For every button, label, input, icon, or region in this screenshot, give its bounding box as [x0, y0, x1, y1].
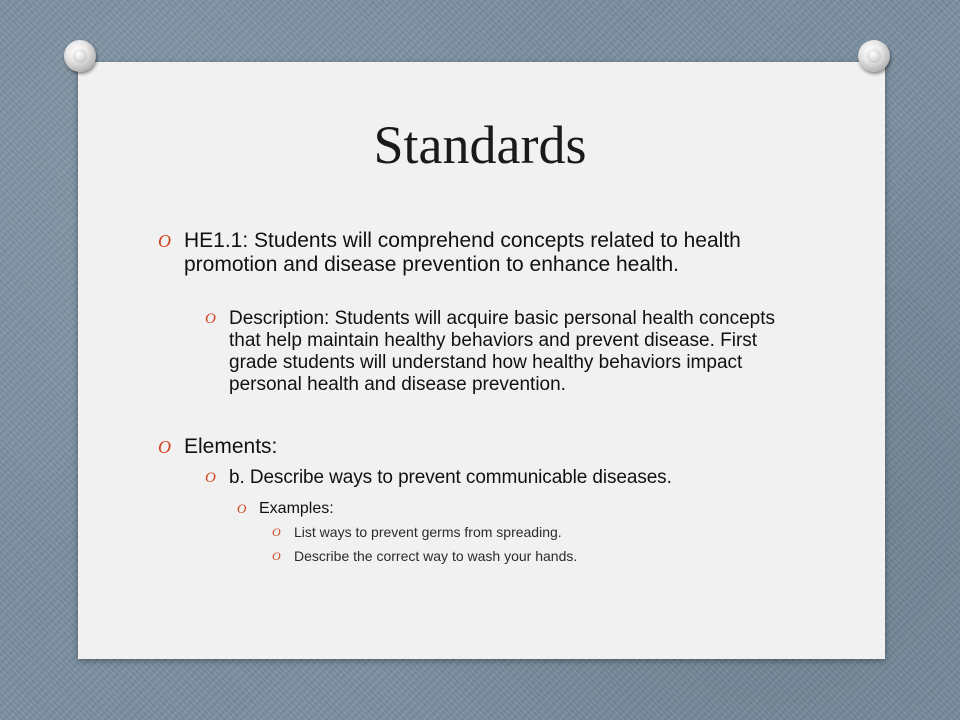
- bullet-text: [184, 229, 798, 277]
- bullet-body: Students will comprehend concepts related to health promotion and disease prevention to enhance health.: [184, 229, 741, 276]
- bullet-text: List ways to prevent germs from spreading.: [294, 524, 562, 540]
- bullet-text: Describe the correct way to wash your hands.: [294, 548, 578, 564]
- bullet-marker-icon: O: [272, 525, 281, 539]
- bullet-label: Description:: [229, 308, 330, 329]
- bullet-element-b: [205, 467, 805, 489]
- bullet-marker-icon: O: [205, 311, 216, 327]
- bullet-marker-icon: O: [205, 470, 216, 486]
- bullet-label: HE1.1:: [184, 229, 249, 252]
- bullet-example-handwashing: [272, 547, 792, 565]
- slide-title: Standards: [373, 115, 587, 175]
- bullet-text: Examples:: [259, 500, 334, 517]
- bullet-text: [184, 435, 798, 459]
- bullet-text: [229, 308, 805, 396]
- bullet-elements: [158, 435, 798, 459]
- bullet-description: [205, 308, 805, 396]
- bullet-label: Elements:: [184, 435, 278, 458]
- bullet-he1-1: [158, 229, 798, 277]
- bullet-marker-icon: O: [272, 549, 281, 563]
- bullet-examples: [237, 499, 797, 519]
- bullet-example-germs: [272, 523, 792, 541]
- bullet-marker-icon: O: [237, 501, 247, 516]
- bullet-text: b. Describe ways to prevent communicable diseases.: [229, 467, 672, 488]
- bullet-marker-icon: O: [158, 231, 171, 251]
- bullet-marker-icon: O: [158, 437, 171, 457]
- bullet-body: Students will acquire basic personal health concepts that help maintain healthy behaviors and prevent disease. First grade students will understand how healthy behaviors impact personal health and disease prevention.: [229, 308, 776, 395]
